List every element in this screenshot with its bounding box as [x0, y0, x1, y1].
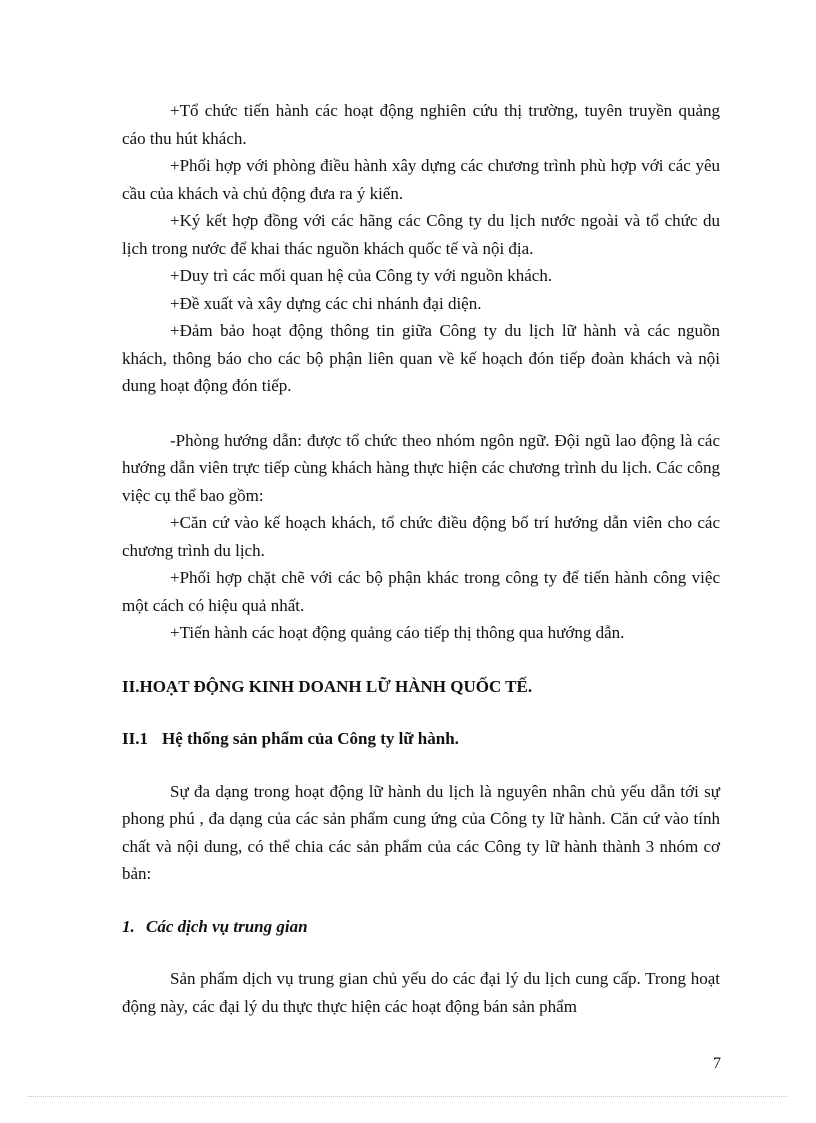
item-paragraph: Sản phẩm dịch vụ trung gian chủ yếu do các đại lý du lịch cung cấp. Trong hoạt động này, các đại lý du thực thực hiện các hoạt động bán sản phẩm — [122, 969, 720, 1016]
subsection-title: Hệ thống sản phẩm của Công ty lữ hành. — [162, 729, 459, 748]
item-title: Các dịch vụ trung gian — [146, 916, 308, 936]
page-bottom-divider — [28, 1096, 788, 1097]
subsection-heading — [122, 725, 720, 753]
subsection-number: II.1 — [122, 729, 148, 748]
document-page — [122, 97, 720, 1020]
paragraph: +Tiến hành các hoạt động quảng cáo tiếp thị thông qua hướng dẫn. — [170, 623, 625, 642]
paragraph: +Phối hợp với phòng điều hành xây dựng các chương trình phù hợp với các yêu cầu của khách và chủ động đưa ra ý kiến. — [122, 156, 720, 203]
paragraph: +Căn cứ vào kế hoạch khách, tổ chức điều động bố trí hướng dẫn viên cho các chương trình du lịch. — [122, 513, 720, 560]
paragraph: +Duy trì các mối quan hệ của Công ty với nguồn khách. — [170, 266, 553, 285]
item-heading — [122, 913, 720, 941]
paragraph: -Phòng hướng dẫn: được tổ chức theo nhóm ngôn ngữ. Đội ngũ lao động là các hướng dẫn viên trực tiếp cùng khách hàng thực hiện các chương trình du lịch. Các công việc cụ thể bao gồm: — [122, 430, 720, 505]
section-heading: II.HOẠT ĐỘNG KINH DOANH LỮ HÀNH QUỐC TẾ. — [122, 676, 533, 696]
paragraph: +Phối hợp chặt chẽ với các bộ phận khác trong công ty để tiến hành công việc một cách có hiệu quả nhất. — [122, 568, 720, 615]
item-number: 1. — [122, 916, 135, 936]
paragraph: +Đề xuất và xây dựng các chi nhánh đại diện. — [170, 293, 482, 313]
paragraph: +Tổ chức tiến hành các hoạt động nghiên cứu thị trường, tuyên truyền quảng cáo thu hút khách. — [122, 101, 720, 148]
paragraph: +Đảm bảo hoạt động thông tin giữa Công ty du lịch lữ hành và các nguồn khách, thông báo cho các bộ phận liên quan về kế hoạch đón tiếp đoàn khách và nội dung hoạt động đón tiếp. — [122, 321, 720, 395]
paragraph: +Ký kết hợp đồng với các hãng các Công ty du lịch nước ngoài và tổ chức du lịch trong nước để khai thác nguồn khách quốc tế và nội địa. — [122, 211, 720, 258]
intro-paragraph: Sự đa dạng trong hoạt động lữ hành du lịch là nguyên nhân chủ yếu dẫn tới sự phong phú , đa dạng của các sản phẩm cung ứng của Công ty lữ hành. Căn cứ vào tính chất và nội dung, có thể chia các sản phẩm của các Công ty lữ hành thành 3 nhóm cơ bản: — [122, 781, 720, 883]
page-number: 7 — [713, 1055, 721, 1072]
